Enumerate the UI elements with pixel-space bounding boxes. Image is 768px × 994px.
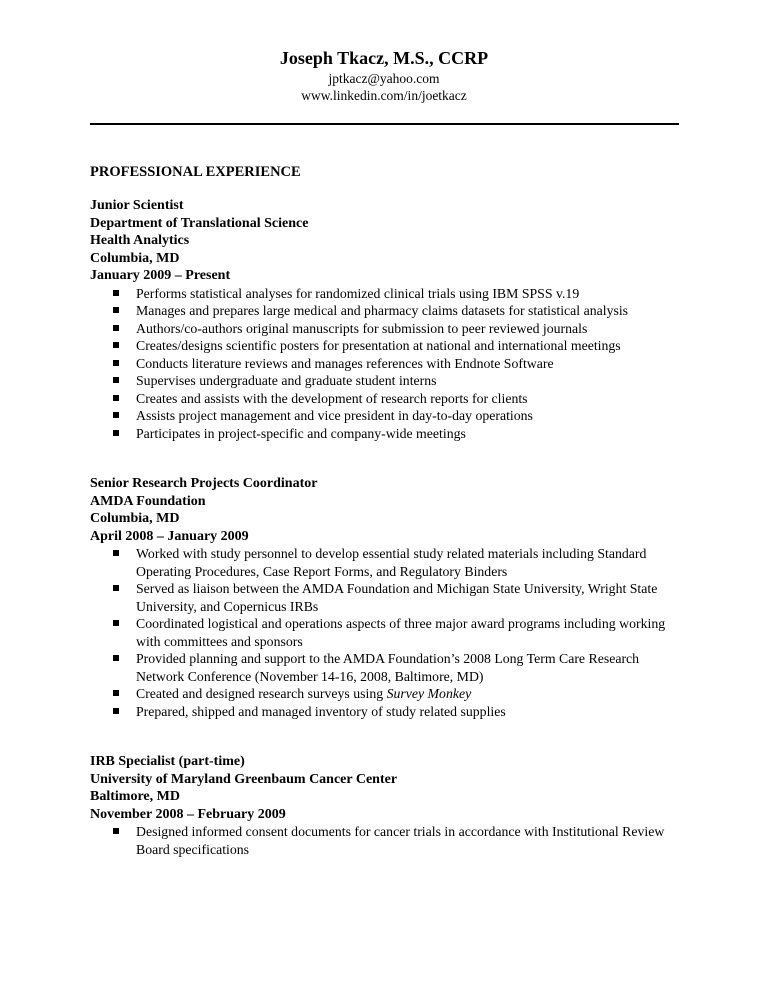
header-divider xyxy=(90,123,679,125)
duty-item: Supervises undergraduate and graduate student interns xyxy=(90,372,690,390)
job-location: Columbia, MD xyxy=(90,250,180,266)
resume-body xyxy=(90,163,690,891)
duty-item: Manages and prepares large medical and pharmacy claims datasets for statistical analysis xyxy=(90,302,690,320)
bullet-square-icon xyxy=(113,377,119,383)
job-entry xyxy=(90,475,690,720)
bullet-square-icon xyxy=(113,708,119,714)
bullet-square-icon xyxy=(113,342,119,348)
bullet-square-icon xyxy=(113,360,119,366)
duty-item: Created and designed research surveys using Survey Monkey xyxy=(90,685,690,703)
bullet-square-icon xyxy=(113,307,119,313)
person-name: Joseph Tkacz, M.S., CCRP xyxy=(279,48,489,68)
duty-item: Creates and assists with the development of research reports for clients xyxy=(90,390,690,408)
bullet-square-icon xyxy=(113,290,119,296)
duty-item: Provided planning and support to the AMDA Foundation’s 2008 Long Term Care Research Network Conference (November 14-16, 2008, Baltimore, MD) xyxy=(90,650,690,685)
duty-item: Authors/co-authors original manuscripts for submission to peer reviewed journals xyxy=(90,320,690,338)
job-entry xyxy=(90,197,690,442)
bullet-square-icon xyxy=(113,828,119,834)
job-organization: University of Maryland Greenbaum Cancer Center xyxy=(90,771,398,787)
job-department: Department of Translational Science xyxy=(90,215,309,231)
job-title: IRB Specialist (part-time) xyxy=(90,754,245,769)
job-entry xyxy=(90,753,690,858)
duty-item: Worked with study personnel to develop essential study related materials including Standard Operating Procedures, Case Report Forms, and Regulatory Binders xyxy=(90,545,690,580)
survey-monkey-text: Survey Monkey xyxy=(386,686,472,701)
duty-item: Creates/designs scientific posters for presentation at national and international meetings xyxy=(90,337,690,355)
bullet-square-icon xyxy=(113,585,119,591)
bullet-square-icon xyxy=(113,550,119,556)
job-dates: January 2009 – Present xyxy=(90,268,231,283)
job-title: Senior Research Projects Coordinator xyxy=(90,476,318,491)
bullet-square-icon xyxy=(113,430,119,436)
job-duties xyxy=(90,545,690,720)
job-title: Junior Scientist xyxy=(90,198,184,213)
duty-item: Participates in project-specific and company-wide meetings xyxy=(90,425,690,443)
duty-item: Assists project management and vice president in day-to-day operations xyxy=(90,407,690,425)
bullet-square-icon xyxy=(113,690,119,696)
job-organization: Health Analytics xyxy=(90,233,190,248)
linkedin-text: www.linkedin.com/in/joetkacz xyxy=(301,88,467,103)
job-dates: April 2008 – January 2009 xyxy=(90,528,249,544)
email-text: jptkacz@yahoo.com xyxy=(328,71,440,86)
job-duties xyxy=(90,285,690,443)
bullet-square-icon xyxy=(113,325,119,331)
bullet-square-icon xyxy=(113,655,119,661)
job-location: Columbia, MD xyxy=(90,511,180,526)
bullet-square-icon xyxy=(113,412,119,418)
job-organization: AMDA Foundation xyxy=(90,493,206,509)
job-dates: November 2008 – February 2009 xyxy=(90,806,286,822)
duty-item: Performs statistical analyses for randomized clinical trials using IBM SPSS v.19 xyxy=(90,285,690,303)
resume-header xyxy=(0,46,768,104)
duty-item: Served as liaison between the AMDA Foundation and Michigan State University, Wright State University, and Copernicus IRBs xyxy=(90,580,690,615)
duty-item: Designed informed consent documents for cancer trials in accordance with Institutional Review Board specifications xyxy=(90,823,690,858)
bullet-square-icon xyxy=(113,620,119,626)
job-duties xyxy=(90,823,690,858)
duty-item: Prepared, shipped and managed inventory of study related supplies xyxy=(90,703,690,721)
duty-item: Coordinated logistical and operations aspects of three major award programs including working with committees and sponsors xyxy=(90,615,690,650)
job-location: Baltimore, MD xyxy=(90,789,180,804)
section-title: PROFESSIONAL EXPERIENCE xyxy=(90,164,301,180)
duty-item: Conducts literature reviews and manages references with Endnote Software xyxy=(90,355,690,373)
bullet-square-icon xyxy=(113,395,119,401)
